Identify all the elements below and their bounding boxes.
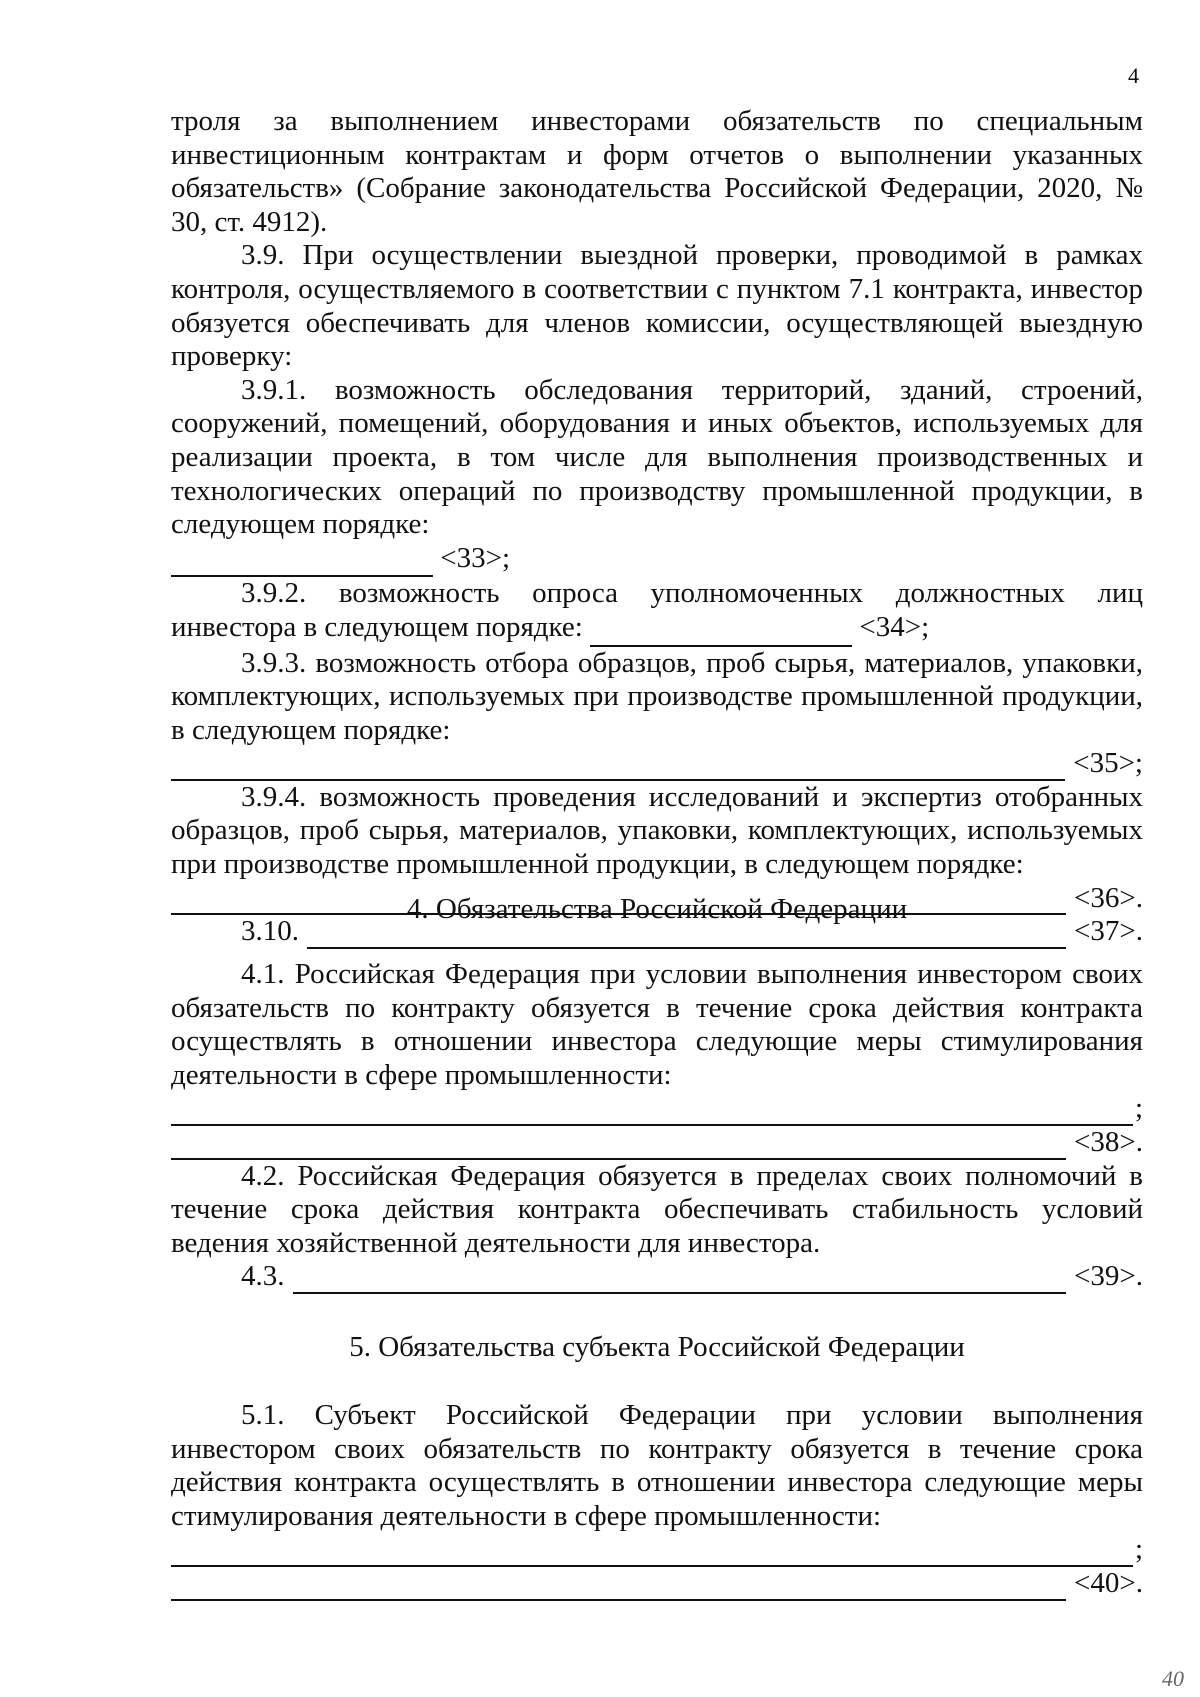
fill-in-line bbox=[307, 925, 1066, 949]
paragraph-3-9-3: 3.9.3. возможность отбора образцов, проб сырья, материалов, упаковки, комплектующих, используемых при производстве промышленной продукции, в следующем порядке: bbox=[171, 646, 1143, 746]
section-4-heading: 4. Обязательства Российской Федерации bbox=[406, 893, 908, 925]
section-4 bbox=[171, 958, 1143, 1294]
footnote-ref-38: <38>. bbox=[1074, 1125, 1143, 1158]
paragraph-5-1: 5.1. Субъект Российской Федерации при условии выполнения инвестором своих обязательств по контракту обязуется в течение срока действия контракта осуществлять в отношении инвестора следующие меры стимулирования деятельности в сфере промышленности: bbox=[171, 1399, 1143, 1532]
semicolon: ; bbox=[1134, 1533, 1143, 1566]
paragraph-4-2: 4.2. Российская Федерация обязуется в пределах своих полномочий в течение срока действия контракта обеспечивать стабильность условий ведения хозяйственной деятельности для инвестора. bbox=[171, 1159, 1143, 1259]
paragraph-3-10-number: 3.10. bbox=[241, 915, 299, 948]
fill-in-line bbox=[171, 1543, 1133, 1567]
fill-in-line bbox=[171, 1102, 1133, 1126]
paragraph-4-1-blank-2 bbox=[171, 1126, 1143, 1160]
paragraph-4-3 bbox=[171, 1260, 1143, 1294]
paragraph-3-9-2 bbox=[171, 577, 1143, 646]
paragraph-4-1: 4.1. Российская Федерация при условии выполнения инвестором своих обязательств по контракту обязуется в течение срока действия контракта осуществлять в отношении инвестора следующие меры стимулирования деятельности в сфере промышленности: bbox=[171, 958, 1143, 1091]
section-3-continued bbox=[171, 105, 1143, 949]
fill-in-line bbox=[171, 542, 433, 578]
footnote-ref-35: <35>; bbox=[1073, 747, 1143, 780]
footnote-ref-37: <37>. bbox=[1074, 915, 1143, 948]
footnote-ref-33: <33>; bbox=[440, 541, 511, 574]
paragraph-4-1-blank-1 bbox=[171, 1092, 1143, 1126]
fill-in-line bbox=[590, 611, 852, 647]
paragraph-5-1-blank-1 bbox=[171, 1533, 1143, 1567]
paragraph-3-8-end: троля за выполнением инвесторами обязательств по специальным инвестиционным контрактам и форм отчетов о выполнении указанных обязательств» (Собрание законодательства Российской Федерации, 2020, № 30, ст. 4912). bbox=[171, 105, 1143, 238]
footnote-ref-34: <34>; bbox=[859, 610, 930, 643]
paragraph-3-9-4: 3.9.4. возможность проведения исследований и экспертиз отобранных образцов, проб сырья, материалов, упаковки, комплектующих, используемых при производстве промышленной продукции, в следующем порядке: bbox=[171, 780, 1143, 881]
paragraph-3-9-2-text: 3.9.2. возможность опроса уполномоченных должностных лиц инвестора в следующем порядке: bbox=[171, 577, 1143, 643]
section-5 bbox=[171, 1399, 1143, 1601]
paragraph-3-9: 3.9. При осуществлении выездной проверки, проводимой в рамках контроля, осуществляемого в соответствии с пунктом 7.1 контракта, инвестор обязуется обеспечивать для членов комиссии, осуществляющей выездную проверку: bbox=[171, 239, 1143, 373]
footnote-ref-36: <36>. bbox=[1074, 881, 1143, 914]
fill-in-line bbox=[171, 1136, 1066, 1160]
section-5-heading: 5. Обязательства субъекта Российской Федерации bbox=[349, 1331, 965, 1363]
paragraph-3-9-3-blank bbox=[171, 747, 1143, 781]
paragraph-4-3-number: 4.3. bbox=[241, 1260, 285, 1293]
fill-in-line bbox=[293, 1270, 1067, 1294]
fill-in-line bbox=[171, 1577, 1066, 1601]
paragraph-5-1-blank-2 bbox=[171, 1567, 1143, 1601]
paragraph-3-9-1: 3.9.1. возможность обследования территорий, зданий, строений, сооружений, помещений, оборудования и иных объектов, используемых для реализации проекта, в том числе для выполнения производственных и технологических операций по производству промышленной продукции, в следующем порядке: bbox=[171, 373, 1143, 541]
footnote-ref-39: <39>. bbox=[1074, 1260, 1143, 1293]
footnote-ref-40: <40>. bbox=[1074, 1566, 1143, 1599]
paragraph-3-9-1-blank bbox=[171, 542, 1143, 578]
page-number: 4 bbox=[1128, 63, 1139, 88]
semicolon: ; bbox=[1134, 1092, 1143, 1125]
handwritten-page-mark: 40 bbox=[1162, 1666, 1184, 1691]
fill-in-line bbox=[171, 757, 1065, 781]
